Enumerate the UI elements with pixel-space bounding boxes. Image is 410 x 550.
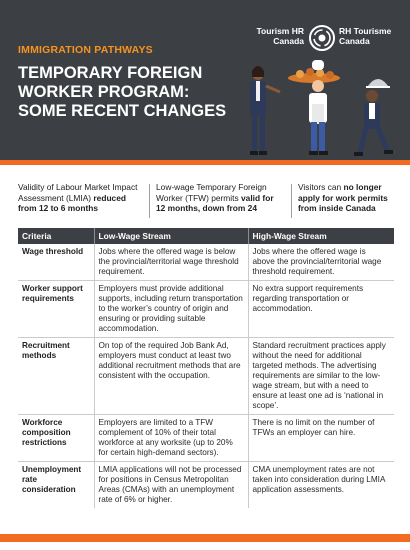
hospitality-workers-illustration bbox=[230, 56, 410, 160]
criteria-cell: Wage threshold bbox=[18, 244, 94, 281]
table-row bbox=[18, 281, 394, 338]
footer-accent-rule bbox=[0, 534, 410, 542]
chef-figure-icon bbox=[288, 60, 340, 155]
low-wage-cell: Jobs where the offered wage is below the provincial/territorial wage threshold requirement. bbox=[94, 244, 248, 281]
key-changes-summary bbox=[0, 182, 410, 222]
low-wage-cell: Employers must provide additional supports, including return transportation to the worker’s country of origin and ensuring or providing suitable accommodation. bbox=[94, 281, 248, 338]
waiter-figure-icon bbox=[354, 79, 393, 156]
high-wage-cell: Jobs where the offered wage is above the provincial/territorial wage threshold requirement. bbox=[248, 244, 394, 281]
visitor-work-permit-stat: Visitors can no longer apply for work permits from inside Canada bbox=[298, 182, 388, 213]
column-header-low-wage: Low-Wage Stream bbox=[94, 228, 248, 244]
column-header-high-wage: High-Wage Stream bbox=[248, 228, 394, 244]
stat-divider bbox=[149, 184, 150, 218]
high-wage-cell: CMA unemployment rates are not taken into consideration during LMIA application assessments. bbox=[252, 465, 385, 494]
logo-line: RH Tourisme bbox=[339, 26, 392, 36]
criteria-cell: Unemployment rate consideration bbox=[18, 462, 94, 509]
server-figure-icon bbox=[250, 66, 280, 155]
logo-swirl-icon bbox=[308, 24, 336, 52]
high-wage-cell: There is no limit on the number of TFWs an employer can hire. bbox=[248, 415, 394, 462]
low-wage-cell: LMIA applications will not be processed for positions in Census Metropolitan Areas (CMAs) with an unemployment rate of 6% or higher. bbox=[94, 462, 248, 509]
logo-line: Canada bbox=[339, 36, 370, 46]
table-row bbox=[18, 244, 394, 281]
logo-line: Canada bbox=[273, 36, 304, 46]
criteria-cell: Workforce composition restrictions bbox=[18, 415, 94, 462]
header-accent-rule bbox=[0, 160, 410, 165]
table-row bbox=[18, 462, 394, 509]
low-wage-cell: Employers are limited to a TFW complement of 10% of their total workforce at any worksite (up to 20% for certain high-demand sectors). bbox=[94, 415, 248, 462]
table-row bbox=[18, 338, 394, 415]
criteria-cell: Recruitment methods bbox=[18, 338, 94, 415]
title-line: TEMPORARY FOREIGN bbox=[18, 64, 203, 82]
lmia-validity-stat: Validity of Labour Market Impact Assessment (LMIA) reduced from 12 to 6 months bbox=[18, 182, 138, 213]
title-line: WORKER PROGRAM: bbox=[18, 83, 190, 101]
logo-line: Tourism HR bbox=[256, 26, 304, 36]
criteria-cell: Worker support requirements bbox=[18, 281, 94, 338]
high-wage-cell: Standard recruitment practices apply without the need for additional targeted methods. The advertising requirements are similar to the low-wage stream, but with a need to ensure at least one ad is ‘national in scope’. bbox=[248, 338, 394, 415]
low-wage-cell: On top of the required Job Bank Ad, employers must conduct at least two additional recruitment methods that are consistent with the occupation. bbox=[94, 338, 248, 415]
tourism-hr-logo bbox=[248, 24, 398, 54]
table-header-row bbox=[18, 228, 394, 244]
table-row bbox=[18, 415, 394, 462]
logo-text-french bbox=[339, 26, 403, 46]
stream-comparison-table bbox=[18, 228, 394, 508]
stat-divider bbox=[291, 184, 292, 218]
high-wage-cell: No extra support requirements regarding transportation or accommodation. bbox=[248, 281, 394, 338]
title-line: SOME RECENT CHANGES bbox=[18, 102, 227, 120]
section-kicker: IMMIGRATION PATHWAYS bbox=[18, 44, 153, 56]
permit-validity-stat: Low-wage Temporary Foreign Worker (TFW) permits valid for 12 months, down from 24 bbox=[156, 182, 274, 213]
column-header-criteria: Criteria bbox=[18, 228, 94, 244]
logo-text-english bbox=[248, 26, 304, 46]
page-title bbox=[18, 64, 248, 121]
